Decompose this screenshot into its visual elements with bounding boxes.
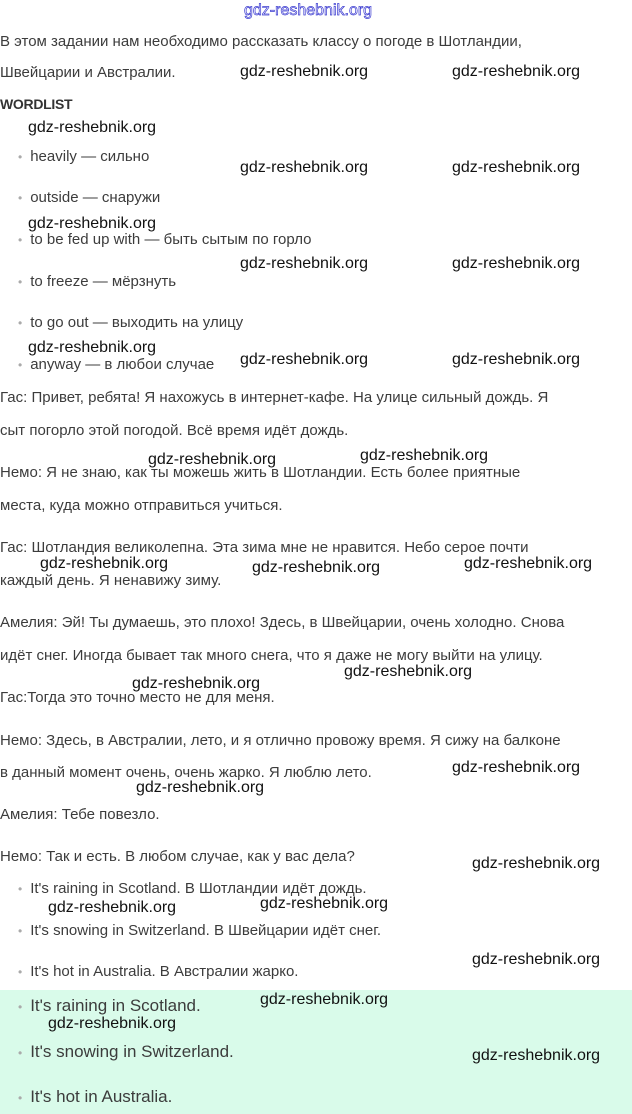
watermark-top: gdz-reshebnik.org <box>244 2 373 19</box>
dialogue-line: Амелия: Эй! Ты думаешь, это плохо! Здесь, в Швейцарии, очень холодно. Снова <box>0 614 565 631</box>
dialogue-line: Гас: Привет, ребята! Я нахожусь в интернет-кафе. На улице сильный дождь. Я <box>0 389 549 406</box>
watermark: gdz-reshebnik.org <box>464 555 593 572</box>
watermark: gdz-reshebnik.org <box>360 447 489 464</box>
wordlist-text: anyway — в любои случае <box>30 356 215 373</box>
watermark: gdz-reshebnik.org <box>260 991 389 1008</box>
dialogue-line: каждый день. Я ненавижу зиму. <box>0 572 222 589</box>
dialogue-line: Немо: Так и есть. В любом случае, как у вас дела? <box>0 848 355 865</box>
highlight-text: It's raining in Scotland. <box>30 996 201 1015</box>
watermark: gdz-reshebnik.org <box>240 351 369 368</box>
watermark: gdz-reshebnik.org <box>452 159 581 176</box>
watermark: gdz-reshebnik.org <box>260 895 389 912</box>
highlight-text: It's snowing in Switzerland. <box>30 1042 234 1061</box>
highlight-item: • It's hot in Australia. <box>18 1087 173 1106</box>
wordlist-item: • to be fed up with — быть сытым по горло <box>18 231 312 248</box>
dialogue-line: места, куда можно отправиться учиться. <box>0 497 283 514</box>
watermark: gdz-reshebnik.org <box>28 339 157 356</box>
answer-item: • It's snowing in Switzerland. В Швейцарии идёт снег. <box>18 922 382 939</box>
watermark: gdz-reshebnik.org <box>48 1015 177 1032</box>
wordlist-item: • heavily — сильно <box>18 148 150 165</box>
watermark: gdz-reshebnik.org <box>40 555 169 572</box>
watermark: gdz-reshebnik.org <box>28 215 157 232</box>
answer-item: • It's raining in Scotland. В Шотландии идёт дождь. <box>18 880 367 897</box>
wordlist-text: to be fed up with — быть сытым по горло <box>30 231 312 248</box>
watermark: gdz-reshebnik.org <box>240 255 369 272</box>
watermark: gdz-reshebnik.org <box>452 255 581 272</box>
wordlist-item: • outside — снаружи <box>18 189 161 206</box>
watermark: gdz-reshebnik.org <box>136 779 265 796</box>
watermark: gdz-reshebnik.org <box>472 951 601 968</box>
answer-text: It's raining in Scotland. В Шотландии идёт дождь. <box>30 880 367 897</box>
wordlist-item: • to go out — выходить на улицу <box>18 314 244 331</box>
answer-text: It's snowing in Switzerland. В Швейцарии идёт снег. <box>30 922 382 939</box>
dialogue-line: в данный момент очень, очень жарко. Я люблю лето. <box>0 764 372 781</box>
watermark: gdz-reshebnik.org <box>452 63 581 80</box>
answer-item: • It's hot in Australia. В Австралии жарко. <box>18 963 299 980</box>
intro-line: Швейцарии и Австралии. <box>0 64 176 81</box>
answer-text: It's hot in Australia. В Австралии жарко. <box>30 963 299 980</box>
wordlist-text: heavily — сильно <box>30 148 150 165</box>
wordlist-heading: WORDLIST <box>0 96 73 112</box>
wordlist-text: to go out — выходить на улицу <box>30 314 244 331</box>
dialogue-line: Немо: Здесь, в Австралии, лето, и я отлично провожу время. Я сижу на балконе <box>0 732 561 749</box>
watermark: gdz-reshebnik.org <box>472 855 601 872</box>
watermark: gdz-reshebnik.org <box>28 119 157 136</box>
watermark: gdz-reshebnik.org <box>452 351 581 368</box>
wordlist-text: outside — снаружи <box>30 189 161 206</box>
dialogue-line: Амелия: Тебе повезло. <box>0 806 160 823</box>
wordlist-item: • anyway — в любои случае <box>18 356 215 373</box>
dialogue-line: Немо: Я не знаю, как ты можешь жить в Шотландии. Есть более приятные <box>0 464 521 481</box>
dialogue-line: Гас: Шотландия великолепна. Эта зима мне не нравится. Небо серое почти <box>0 539 529 556</box>
intro-line: В этом задании нам необходимо рассказать классу о погоде в Шотландии, <box>0 33 522 50</box>
dialogue-line: идёт снег. Иногда бывает так много снега, что я даже не могу выйти на улицу. <box>0 647 543 664</box>
watermark: gdz-reshebnik.org <box>148 451 277 468</box>
highlight-item: • It's snowing in Switzerland. <box>18 1042 234 1061</box>
watermark: gdz-reshebnik.org <box>472 1047 601 1064</box>
highlight-text: It's hot in Australia. <box>30 1087 173 1106</box>
wordlist-item: • to freeze — мёрзнуть <box>18 273 177 290</box>
wordlist-text: to freeze — мёрзнуть <box>30 273 177 290</box>
highlight-item: • It's raining in Scotland. <box>18 996 201 1015</box>
dialogue-line: Гас:Тогда это точно место не для меня. <box>0 689 275 706</box>
watermark: gdz-reshebnik.org <box>240 63 369 80</box>
watermark: gdz-reshebnik.org <box>452 759 581 776</box>
dialogue-line: сыт погорло этой погодой. Всё время идёт дождь. <box>0 422 349 439</box>
watermark: gdz-reshebnik.org <box>252 559 381 576</box>
watermark: gdz-reshebnik.org <box>240 159 369 176</box>
watermark: gdz-reshebnik.org <box>132 675 261 692</box>
watermark: gdz-reshebnik.org <box>48 899 177 916</box>
watermark: gdz-reshebnik.org <box>344 663 473 680</box>
